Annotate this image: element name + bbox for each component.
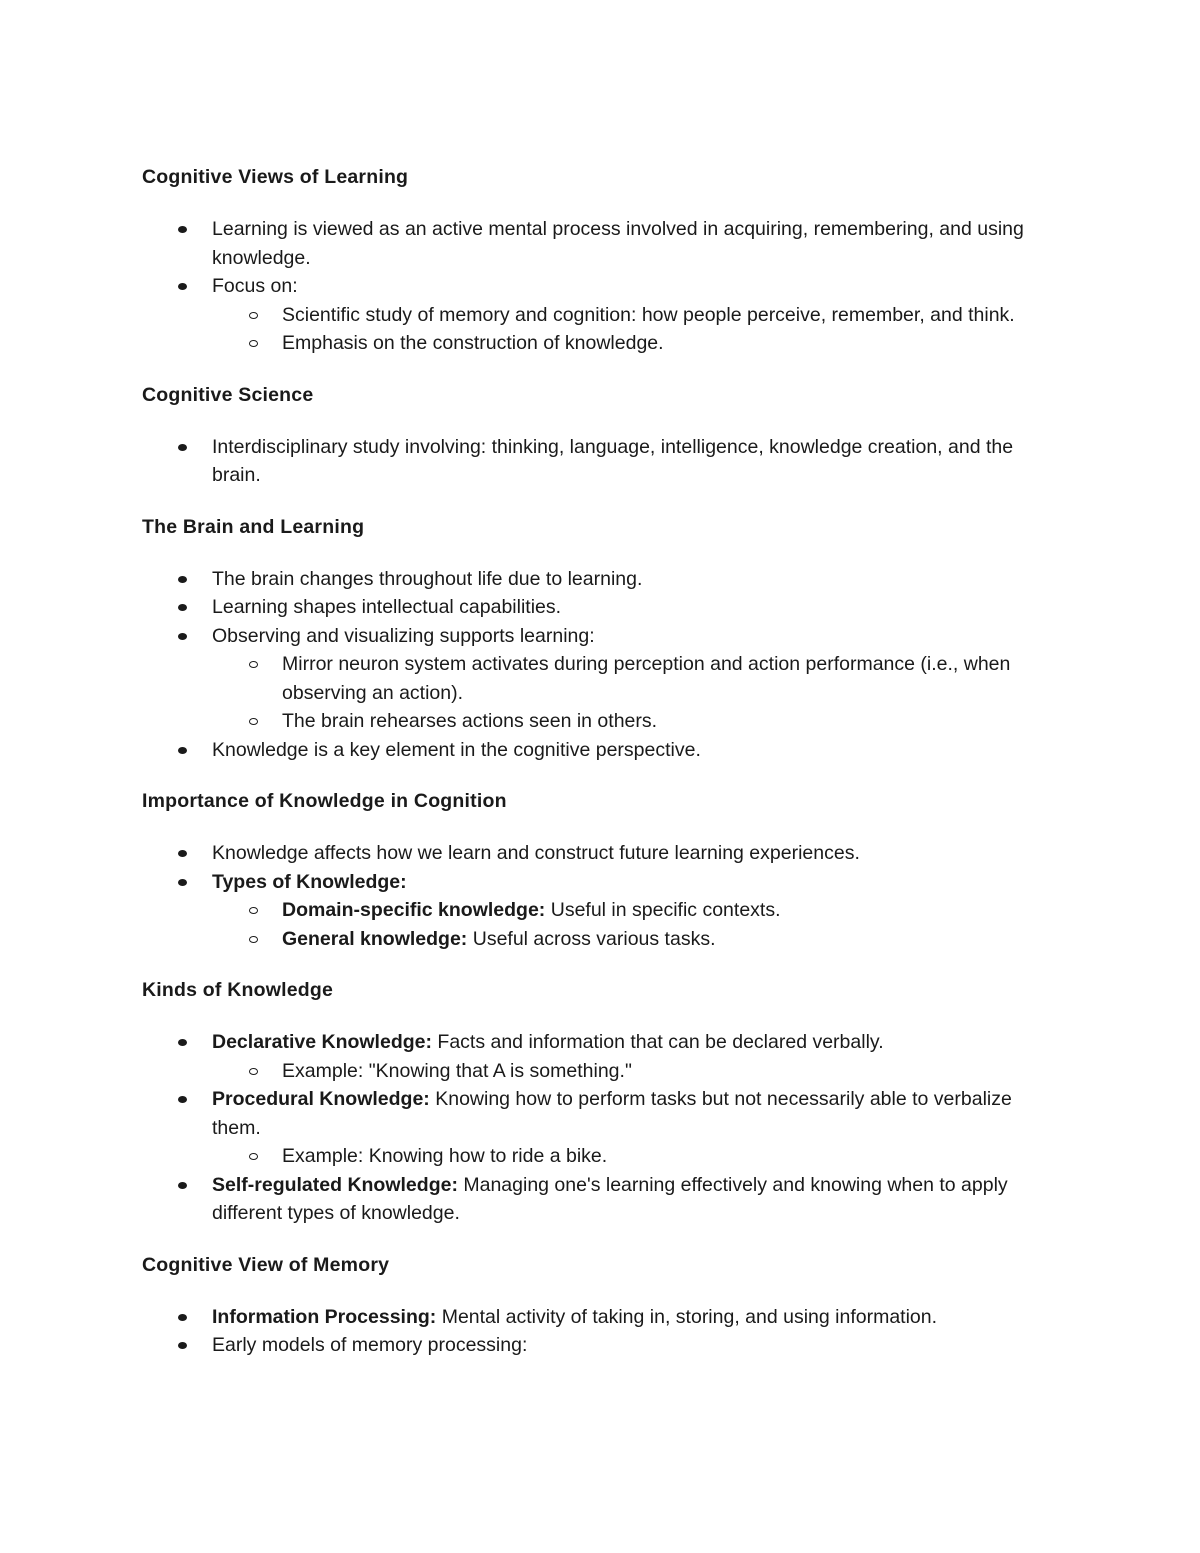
section-heading: Kinds of Knowledge [142, 979, 334, 1001]
item-term: Information Processing: [212, 1305, 437, 1328]
list-item [142, 1331, 1057, 1360]
list-item [142, 272, 1057, 358]
list-item [142, 565, 1057, 594]
list-item [142, 433, 1057, 490]
item-text: Knowledge is a key element in the cognitive perspective. [212, 738, 701, 761]
item-text: Learning is viewed as an active mental process involved in acquiring, remembering, and using knowledge. [212, 218, 1024, 269]
item-term: Procedural Knowledge: [212, 1088, 430, 1110]
hollow-bullet-icon [249, 936, 258, 943]
list-item [142, 736, 1057, 765]
item-term: Self-regulated Knowledge: [212, 1173, 458, 1196]
sub-list [212, 301, 1057, 358]
bullet-icon [178, 283, 187, 290]
item-term: Types of Knowledge: [212, 870, 407, 893]
sub-list-item [142, 329, 1057, 358]
list-item [142, 1085, 1057, 1171]
section-heading: Importance of Knowledge in Cognition [142, 790, 507, 812]
section-heading: The Brain and Learning [142, 515, 365, 538]
item-text: Facts and information that can be declared verbally. [431, 1031, 884, 1053]
item-text: Knowledge affects how we learn and construct future learning experiences. [212, 842, 860, 864]
bullet-list [142, 1028, 1057, 1228]
sub-list-item [142, 707, 1057, 736]
item-text: Observing and visualizing supports learning: [212, 624, 595, 647]
sub-list-item [142, 650, 1057, 707]
item-text: Useful across various tasks. [467, 927, 716, 950]
document-body [142, 163, 1057, 1383]
list-item [142, 593, 1057, 622]
section-kinds-of-knowledge [142, 976, 1057, 1228]
bullet-icon [178, 879, 187, 886]
item-text: The brain changes throughout life due to learning. [212, 567, 643, 590]
item-text: Mental activity of taking in, storing, and using information. [436, 1305, 938, 1328]
sub-list-item [142, 925, 1057, 954]
sub-list [212, 650, 1057, 736]
bullet-list [142, 839, 1057, 953]
bullet-icon [178, 1039, 187, 1046]
bullet-icon [178, 576, 187, 583]
item-text: Useful in specific contexts. [545, 899, 781, 921]
list-item [142, 1028, 1057, 1085]
section-brain-and-learning [142, 513, 1057, 765]
item-text: Focus on: [212, 275, 298, 297]
sub-list-item [142, 1142, 1057, 1171]
bullet-list [142, 565, 1057, 765]
item-text: Interdisciplinary study involving: thinking, language, intelligence, knowledge creation, and the brain. [212, 435, 1014, 486]
sub-list [212, 896, 1057, 953]
list-item [142, 868, 1057, 954]
hollow-bullet-icon [249, 661, 258, 668]
list-item [142, 839, 1057, 868]
hollow-bullet-icon [249, 1068, 258, 1075]
item-text: Scientific study of memory and cognition: how people perceive, remember, and think. [282, 303, 1015, 326]
item-term: Declarative Knowledge: [212, 1031, 432, 1053]
section-heading: Cognitive Views of Learning [142, 166, 409, 188]
bullet-icon [178, 604, 187, 611]
item-text: Managing one's learning effectively and knowing when to apply different types of knowledge. [212, 1173, 1008, 1224]
sub-list [212, 1057, 1057, 1086]
section-cognitive-science [142, 381, 1057, 490]
hollow-bullet-icon [249, 1153, 258, 1160]
item-text: Mirror neuron system activates during perception and action performance (i.e., when observing an action). [282, 653, 1011, 704]
list-item [142, 1171, 1057, 1228]
bullet-icon [178, 1096, 187, 1103]
sub-list [212, 1142, 1057, 1171]
item-term: General knowledge: [282, 927, 468, 950]
hollow-bullet-icon [249, 907, 258, 914]
hollow-bullet-icon [249, 312, 258, 319]
bullet-list [142, 215, 1057, 358]
item-text: The brain rehearses actions seen in others. [282, 710, 658, 732]
bullet-icon [178, 1342, 187, 1349]
item-text: Emphasis on the construction of knowledge. [282, 332, 664, 354]
bullet-list [142, 1303, 1057, 1360]
list-item [142, 215, 1057, 272]
bullet-icon [178, 1314, 187, 1321]
item-text: Knowing how to perform tasks but not necessarily able to verbalize them. [212, 1088, 1012, 1139]
list-item [142, 622, 1057, 736]
section-cognitive-view-of-memory [142, 1251, 1057, 1360]
bullet-icon [178, 226, 187, 233]
item-text: Learning shapes intellectual capabilities. [212, 596, 562, 618]
bullet-list [142, 433, 1057, 490]
list-item [142, 1303, 1057, 1332]
item-text: Early models of memory processing: [212, 1334, 528, 1356]
bullet-icon [178, 850, 187, 857]
sub-list-item [142, 896, 1057, 925]
section-cognitive-views [142, 163, 1057, 358]
item-term: Domain-specific knowledge: [282, 899, 546, 921]
bullet-icon [178, 444, 187, 451]
item-text: Example: "Knowing that A is something." [282, 1059, 632, 1082]
bullet-icon [178, 1182, 187, 1189]
bullet-icon [178, 747, 187, 754]
section-heading: Cognitive Science [142, 383, 314, 406]
section-heading: Cognitive View of Memory [142, 1253, 390, 1276]
item-text: Example: Knowing how to ride a bike. [282, 1145, 608, 1167]
bullet-icon [178, 633, 187, 640]
sub-list-item [142, 1057, 1057, 1086]
hollow-bullet-icon [249, 340, 258, 347]
sub-list-item [142, 301, 1057, 330]
section-importance-of-knowledge [142, 787, 1057, 953]
hollow-bullet-icon [249, 718, 258, 725]
